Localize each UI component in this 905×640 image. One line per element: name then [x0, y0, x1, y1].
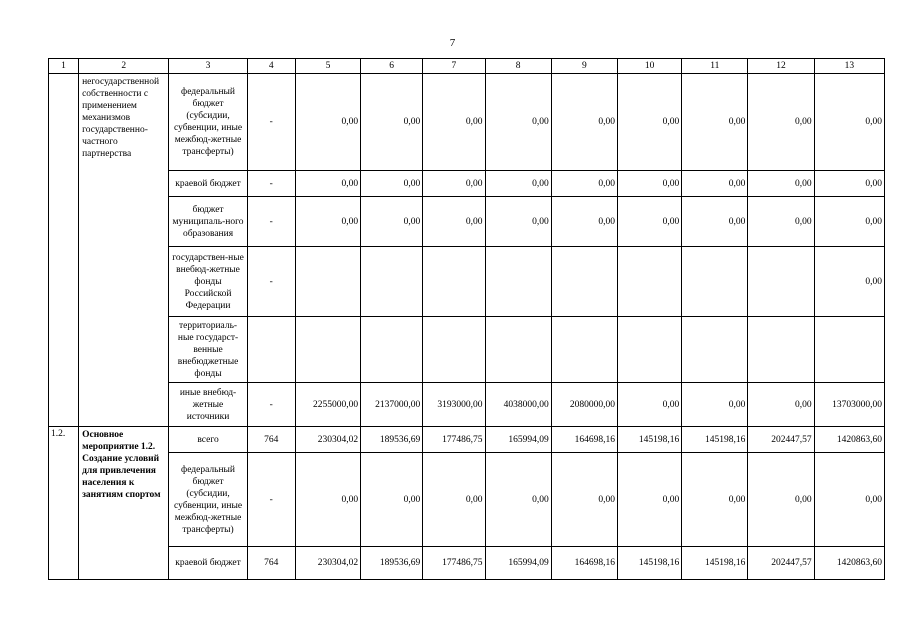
amount-cell: 0,00: [748, 197, 814, 247]
amount-cell: 0,00: [361, 74, 423, 171]
amount-cell: 145198,16: [617, 547, 681, 580]
agency-code: -: [247, 247, 295, 317]
amount-cell: 0,00: [682, 171, 748, 197]
agency-code: -: [247, 74, 295, 171]
table-row: [49, 197, 885, 247]
page-number: 7: [449, 37, 456, 49]
amount-cell: 0,00: [617, 383, 681, 427]
amount-cell: 0,00: [295, 453, 360, 547]
row-number-cell: 1.2.: [49, 427, 79, 580]
amount-cell: 165994,09: [485, 547, 551, 580]
amount-cell: [617, 317, 681, 383]
amount-cell: 0,00: [682, 383, 748, 427]
amount-cell: 0,00: [361, 197, 423, 247]
table-row: [49, 74, 885, 171]
amount-cell: 164698,16: [551, 427, 617, 453]
table-row: [49, 383, 885, 427]
amount-cell: 165994,09: [485, 427, 551, 453]
amount-cell: 3193000,00: [423, 383, 485, 427]
amount-cell: 0,00: [423, 171, 485, 197]
agency-code: -: [247, 171, 295, 197]
funding-source: краевой бюджет: [169, 547, 247, 580]
amount-cell: 0,00: [617, 74, 681, 171]
amount-cell: 0,00: [814, 247, 884, 317]
amount-cell: 0,00: [551, 453, 617, 547]
amount-cell: 0,00: [748, 453, 814, 547]
amount-cell: 202447,57: [748, 547, 814, 580]
amount-cell: 0,00: [682, 74, 748, 171]
amount-cell: 0,00: [748, 171, 814, 197]
amount-cell: 189536,69: [361, 547, 423, 580]
column-header: 3: [169, 59, 247, 74]
amount-cell: 145198,16: [682, 547, 748, 580]
agency-code: -: [247, 197, 295, 247]
amount-cell: 0,00: [423, 74, 485, 171]
column-header: 9: [551, 59, 617, 74]
amount-cell: [551, 247, 617, 317]
amount-cell: [361, 317, 423, 383]
amount-cell: 0,00: [814, 171, 884, 197]
amount-cell: [682, 247, 748, 317]
amount-cell: 4038000,00: [485, 383, 551, 427]
header-row: [49, 59, 885, 74]
amount-cell: 0,00: [361, 453, 423, 547]
column-header: 5: [295, 59, 360, 74]
amount-cell: [423, 247, 485, 317]
amount-cell: [423, 317, 485, 383]
column-header: 8: [485, 59, 551, 74]
column-header: 1: [49, 59, 79, 74]
amount-cell: [617, 247, 681, 317]
amount-cell: 0,00: [814, 197, 884, 247]
funding-source: иные внебюд-жетные источники: [169, 383, 247, 427]
amount-cell: [485, 247, 551, 317]
funding-source: бюджет муниципаль-ного образования: [169, 197, 247, 247]
amount-cell: 0,00: [748, 383, 814, 427]
amount-cell: [551, 317, 617, 383]
amount-cell: 177486,75: [423, 427, 485, 453]
column-header: 12: [748, 59, 814, 74]
amount-cell: 1420863,60: [814, 547, 884, 580]
funding-source: всего: [169, 427, 247, 453]
table-row: [49, 317, 885, 383]
measure-name: негосударственной собственности с применением механизмов государственно-частного партнерства: [79, 74, 169, 427]
amount-cell: 2255000,00: [295, 383, 360, 427]
amount-cell: [485, 317, 551, 383]
funding-source: территориаль-ные государст-венные внебюджетные фонды: [169, 317, 247, 383]
amount-cell: 230304,02: [295, 547, 360, 580]
funding-source: государствен-ные внебюд-жетные фонды Российской Федерации: [169, 247, 247, 317]
amount-cell: [295, 247, 360, 317]
table-row: [49, 427, 885, 453]
amount-cell: [682, 317, 748, 383]
amount-cell: 0,00: [617, 171, 681, 197]
agency-code: [247, 317, 295, 383]
amount-cell: 145198,16: [617, 427, 681, 453]
budget-table: [48, 58, 885, 580]
agency-code: 764: [247, 547, 295, 580]
column-header: 13: [814, 59, 884, 74]
agency-code: -: [247, 383, 295, 427]
amount-cell: 202447,57: [748, 427, 814, 453]
funding-source: федеральный бюджет (субсидии, субвенции, иные межбюд-жетные трансферты): [169, 453, 247, 547]
amount-cell: 0,00: [485, 197, 551, 247]
amount-cell: 145198,16: [682, 427, 748, 453]
amount-cell: 0,00: [295, 171, 360, 197]
column-header: 6: [361, 59, 423, 74]
amount-cell: [748, 247, 814, 317]
amount-cell: [814, 317, 884, 383]
agency-code: -: [247, 453, 295, 547]
amount-cell: 0,00: [485, 74, 551, 171]
amount-cell: 1420863,60: [814, 427, 884, 453]
amount-cell: 0,00: [423, 453, 485, 547]
amount-cell: 177486,75: [423, 547, 485, 580]
funding-source: федеральный бюджет (субсидии, субвенции, иные межбюд-жетные трансферты): [169, 74, 247, 171]
amount-cell: 0,00: [748, 74, 814, 171]
table-row: [49, 547, 885, 580]
column-header: 11: [682, 59, 748, 74]
column-header: 10: [617, 59, 681, 74]
table-row: [49, 247, 885, 317]
amount-cell: 0,00: [551, 197, 617, 247]
row-number-cell: [49, 74, 79, 427]
amount-cell: 0,00: [551, 74, 617, 171]
amount-cell: 2137000,00: [361, 383, 423, 427]
amount-cell: 13703000,00: [814, 383, 884, 427]
amount-cell: 0,00: [485, 453, 551, 547]
column-header: 7: [423, 59, 485, 74]
amount-cell: 0,00: [485, 171, 551, 197]
measure-name: Основное мероприятие 1.2. Создание условий для привлечения населения к занятиям спортом: [79, 427, 169, 580]
amount-cell: 0,00: [295, 197, 360, 247]
agency-code: 764: [247, 427, 295, 453]
amount-cell: 0,00: [617, 197, 681, 247]
amount-cell: 0,00: [682, 453, 748, 547]
column-header: 4: [247, 59, 295, 74]
amount-cell: 0,00: [814, 453, 884, 547]
amount-cell: 0,00: [551, 171, 617, 197]
amount-cell: 164698,16: [551, 547, 617, 580]
amount-cell: 2080000,00: [551, 383, 617, 427]
funding-source: краевой бюджет: [169, 171, 247, 197]
amount-cell: 0,00: [295, 74, 360, 171]
amount-cell: 0,00: [814, 74, 884, 171]
amount-cell: 0,00: [682, 197, 748, 247]
amount-cell: 0,00: [617, 453, 681, 547]
amount-cell: [748, 317, 814, 383]
amount-cell: 0,00: [361, 171, 423, 197]
table-row: [49, 453, 885, 547]
amount-cell: [295, 317, 360, 383]
column-header: 2: [79, 59, 169, 74]
amount-cell: 189536,69: [361, 427, 423, 453]
amount-cell: 230304,02: [295, 427, 360, 453]
table-row: [49, 171, 885, 197]
amount-cell: [361, 247, 423, 317]
amount-cell: 0,00: [423, 197, 485, 247]
